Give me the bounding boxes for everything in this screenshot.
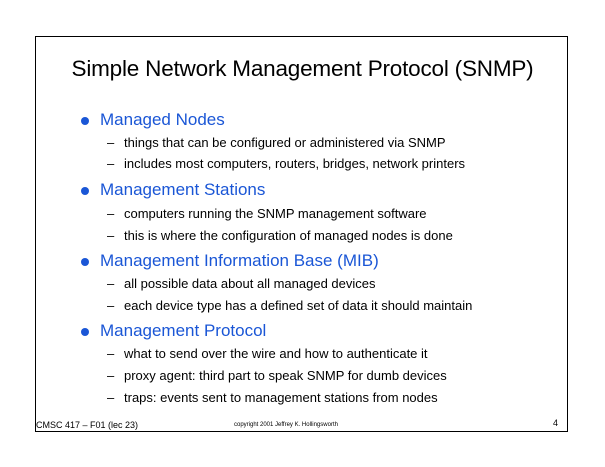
bullet-label: Management Information Base (MIB)	[100, 251, 379, 270]
dash-icon: –	[107, 276, 115, 291]
footer-copyright: copyright 2001 Jeffrey K. Hollingsworth	[234, 422, 338, 428]
sub-bullet-text: traps: events sent to management stations from nodes	[124, 390, 438, 405]
bullet-label: Managed Nodes	[100, 110, 225, 129]
dash-icon: –	[107, 228, 115, 243]
sub-bullet-text: computers running the SNMP management software	[124, 206, 427, 221]
dash-icon: –	[107, 346, 115, 361]
sub-bullet-text: things that can be configured or administered via SNMP	[124, 135, 446, 150]
footer-course-label: CMSC 417 – F01 (lec 23)	[36, 420, 139, 430]
sub-bullet-text: each device type has a defined set of data it should maintain	[124, 298, 473, 313]
bullet-dot-icon	[81, 117, 89, 125]
sub-bullet-text: includes most computers, routers, bridges, network printers	[124, 156, 466, 171]
bullet-dot-icon	[81, 258, 89, 266]
dash-icon: –	[107, 206, 115, 221]
bullet-dot-icon	[81, 328, 89, 336]
bullet-label: Management Stations	[100, 180, 266, 199]
dash-icon: –	[107, 390, 115, 405]
sub-bullet-text: what to send over the wire and how to authenticate it	[124, 346, 428, 361]
bullet-dot-icon	[81, 187, 89, 195]
page-number: 4	[553, 418, 559, 428]
bullet-label: Management Protocol	[100, 321, 267, 340]
dash-icon: –	[107, 135, 115, 150]
dash-icon: –	[107, 298, 115, 313]
sub-bullet-text: proxy agent: third part to speak SNMP for dumb devices	[124, 368, 447, 383]
dash-icon: –	[107, 368, 115, 383]
sub-bullet-text: this is where the configuration of managed nodes is done	[124, 228, 453, 243]
sub-bullet-text: all possible data about all managed devices	[124, 276, 376, 291]
dash-icon: –	[107, 156, 115, 171]
slide-title: Simple Network Management Protocol (SNMP)	[71, 56, 534, 81]
